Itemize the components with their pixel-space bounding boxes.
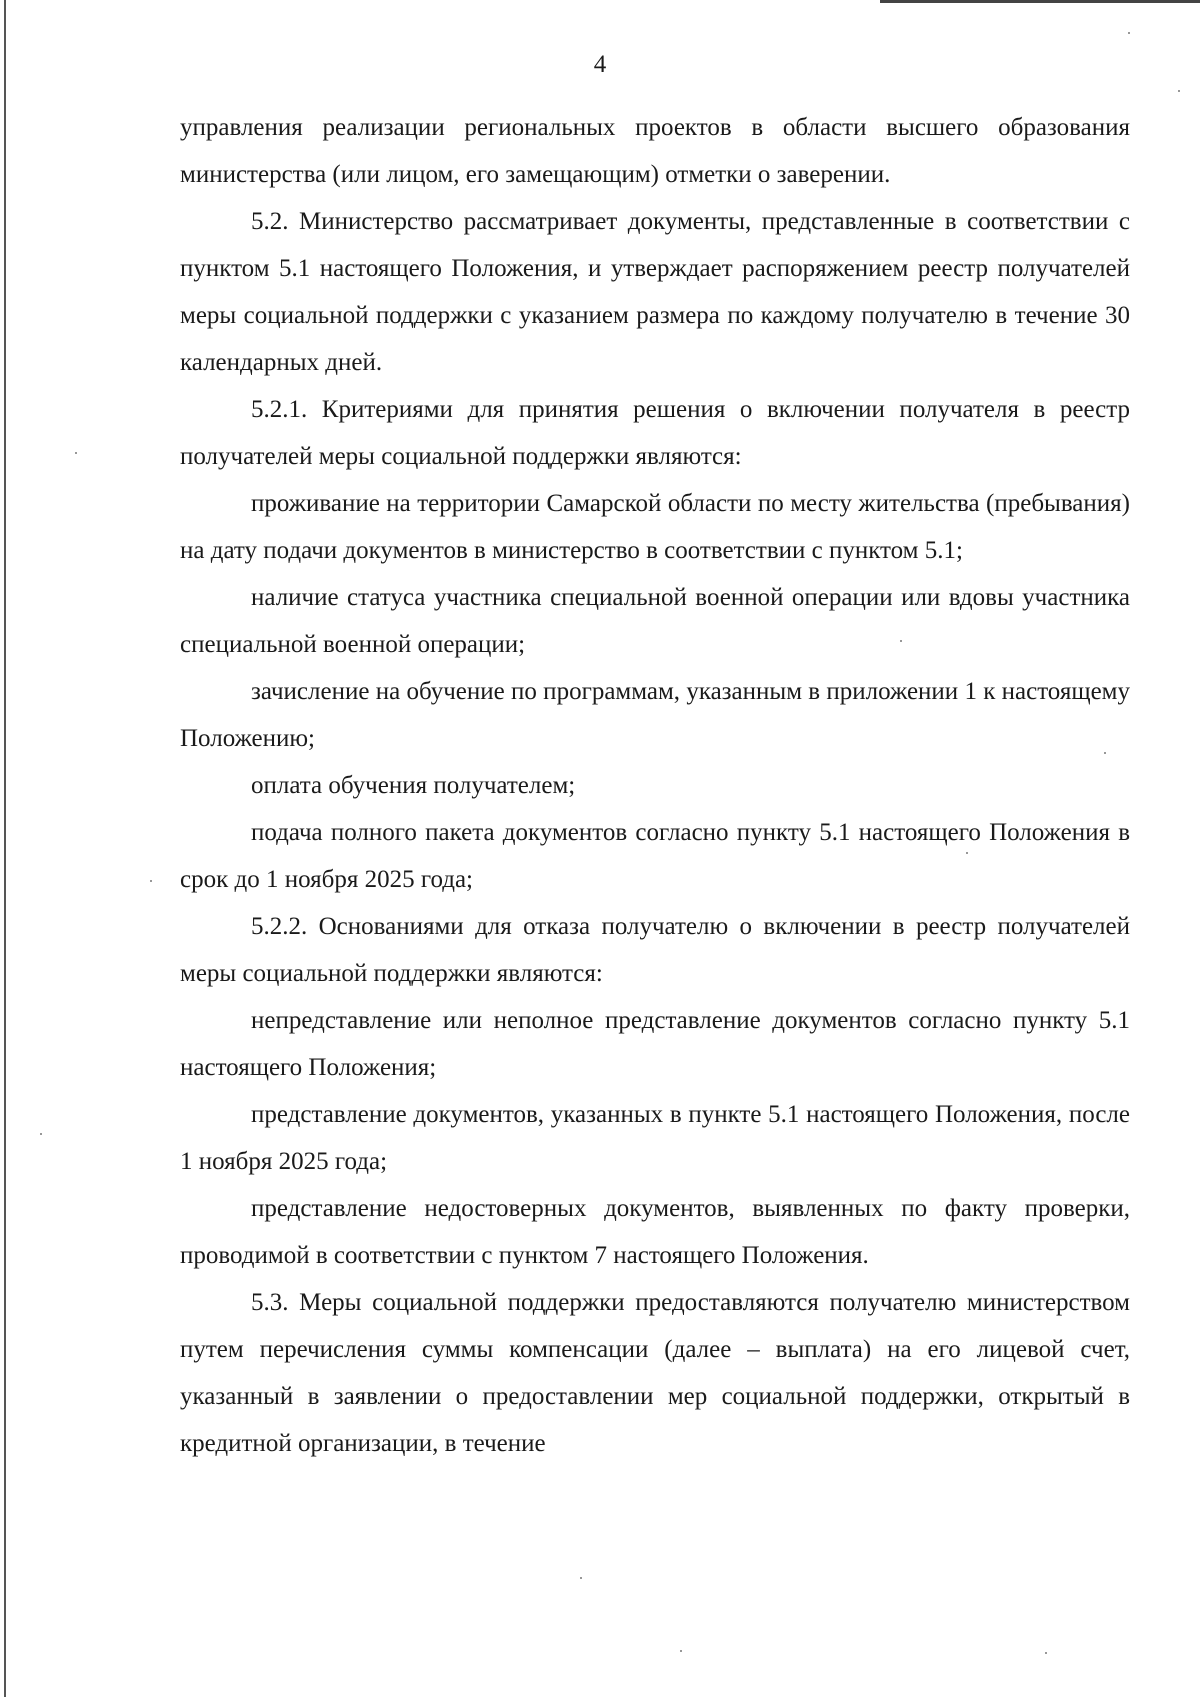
paragraph-5-2: 5.2. Министерство рассматривает документы, представленные в соответствии с пунктом 5.1 настоящего Положения, и утверждает распоряжением реестр получателей меры социальной поддержки с указанием размера по каждому получателю в течение 30 календарных дней. (180, 208, 1130, 376)
scan-left-edge (4, 0, 6, 1697)
scan-speck (40, 1133, 42, 1135)
criterion-status: наличие статуса участника специальной военной операции или вдовы участника специальной военной операции; (180, 584, 1130, 658)
paragraph-5-2-1: 5.2.1. Критериями для принятия решения о включении получателя в реестр получателей меры социальной поддержки являются: (180, 396, 1130, 470)
refusal-incomplete: непредставление или неполное представление документов согласно пункту 5.1 настоящего Положения; (180, 1007, 1130, 1081)
criterion-documents: подача полного пакета документов согласно пункту 5.1 настоящего Положения в срок до 1 ноября 2025 года; (180, 819, 1130, 893)
paragraph-5-3: 5.3. Меры социальной поддержки предоставляются получателю министерством путем перечисления суммы компенсации (далее – выплата) на его лицевой счет, указанный в заявлении о предоставлении мер социальной поддержки, открытый в кредитной организации, в течение (180, 1289, 1130, 1457)
criterion-enrollment: зачисление на обучение по программам, указанным в приложении 1 к настоящему Положению; (180, 678, 1130, 752)
scan-speck (150, 880, 152, 882)
refusal-unreliable: представление недостоверных документов, выявленных по факту проверки, проводимой в соответствии с пунктом 7 настоящего Положения. (180, 1195, 1130, 1269)
paragraph-continuation: управления реализации региональных проектов в области высшего образования министерства (или лицом, его замещающим) отметки о заверении. (180, 114, 1130, 188)
scan-speck (966, 852, 968, 854)
paragraph-5-2-2: 5.2.2. Основаниями для отказа получателю о включении в реестр получателей меры социальной поддержки являются: (180, 913, 1130, 987)
scan-speck (1104, 752, 1106, 754)
criterion-payment: оплата обучения получателем; (251, 772, 576, 799)
page-number: 4 (593, 51, 607, 78)
scan-speck (1045, 1652, 1047, 1654)
scan-speck (75, 452, 77, 454)
scan-speck (1128, 32, 1130, 34)
scan-speck (680, 1650, 682, 1652)
refusal-late: представление документов, указанных в пункте 5.1 настоящего Положения, после 1 ноября 2025 года; (180, 1101, 1130, 1175)
scan-top-edge (880, 0, 1200, 3)
document-body (180, 104, 1130, 1467)
scan-speck (580, 1577, 582, 1579)
scan-speck (1178, 90, 1180, 92)
criterion-residence: проживание на территории Самарской области по месту жительства (пребывания) на дату подачи документов в министерство в соответствии с пунктом 5.1; (180, 490, 1130, 564)
scan-speck (900, 640, 902, 642)
